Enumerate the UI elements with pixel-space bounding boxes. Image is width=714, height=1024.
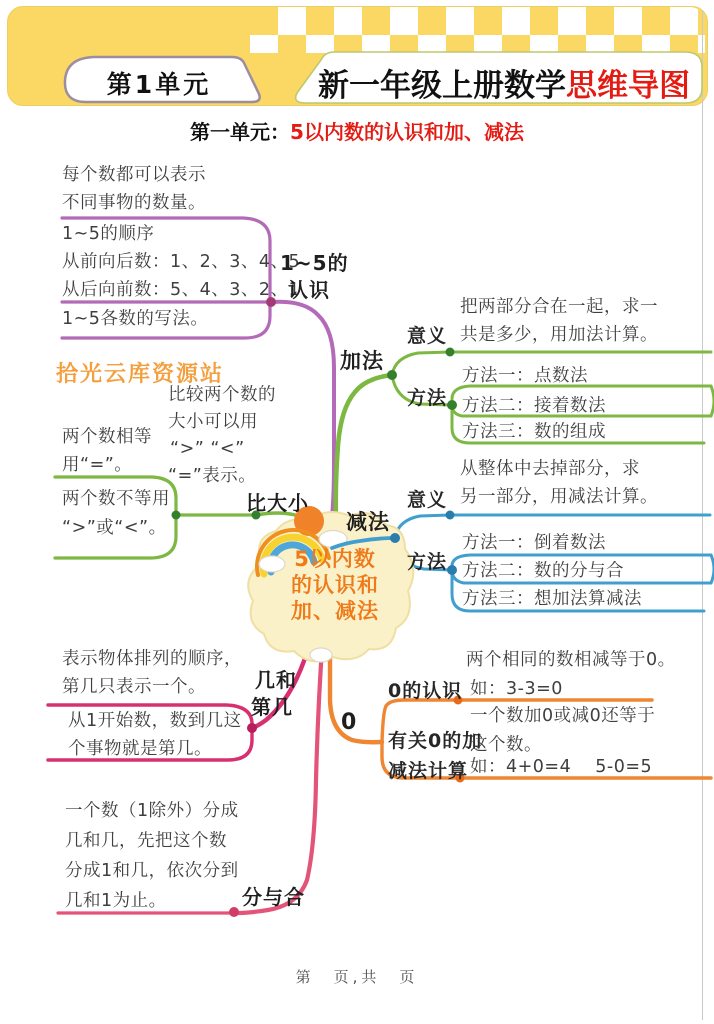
note-zero-calc-1: 一个数加0或减0还等于 xyxy=(470,706,656,726)
note-addition-meaning-1: 把两部分合在一起，求一 xyxy=(460,297,658,317)
note-split-3: 分成1和几，依次分到 xyxy=(65,861,239,881)
junction-dot-split xyxy=(229,907,239,917)
note-subtraction-method-3: 方法三：想加法算减法 xyxy=(462,589,642,609)
note-split-2: 几和几，先把这个数 xyxy=(65,831,227,851)
title-black: 新一年级上册数学 xyxy=(318,68,566,103)
note-compare-unequal-2: “>”或“<”。 xyxy=(62,518,167,538)
page-footer: 第 页,共 页 xyxy=(295,968,419,986)
branch-label-zero: 0 xyxy=(341,710,358,735)
note-recognition-write: 1~5各数的写法。 xyxy=(62,309,209,329)
center-line-3: 加、减法 xyxy=(291,599,379,623)
label-zero-calc-2: 减法计算 xyxy=(388,760,469,782)
junction-dot-subtraction-methods xyxy=(447,565,457,575)
note-recognition-order-3: 从后向前数：5、4、3、2、1 xyxy=(62,280,301,300)
center-line-2: 的认识和 xyxy=(291,573,379,597)
branch-label-subtraction: 减法 xyxy=(346,510,390,534)
note-zero-recognition-2: 如：3-3=0 xyxy=(470,679,563,699)
note-compare-equal-1: 两个数相等 xyxy=(62,427,152,447)
note-zero-calc-3: 如：4+0=4 5-0=5 xyxy=(470,757,653,777)
branch-label-position-1: 几和 xyxy=(255,668,297,692)
note-position-bottom-2: 个事物就是第几。 xyxy=(68,739,212,759)
note-addition-method-2: 方法二：接着数法 xyxy=(462,396,606,416)
note-position-top-1: 表示物体排列的顺序， xyxy=(62,649,242,669)
note-recognition-above-2: 不同事物的数量。 xyxy=(62,193,206,213)
note-addition-method-3: 方法三：数的组成 xyxy=(462,422,606,442)
branch-label-compare: 比大小 xyxy=(246,491,309,515)
branch-label-recognition-2: 认识 xyxy=(288,278,330,302)
junction-dot-addition-meaning xyxy=(446,348,455,357)
note-position-top-2: 第几只表示一个。 xyxy=(62,677,206,697)
note-recognition-order-2: 从前向后数：1、2、3、4、5 xyxy=(62,252,301,272)
branch-label-split: 分与合 xyxy=(242,885,305,909)
label-addition-meaning: 意义 xyxy=(407,325,448,347)
note-subtraction-meaning-1: 从整体中去掉部分，求 xyxy=(460,459,640,479)
note-addition-meaning-2: 共是多少，用加法计算。 xyxy=(460,325,658,345)
note-position-bottom-1: 从1开始数，数到几这 xyxy=(68,711,242,731)
label-subtraction-meaning: 意义 xyxy=(407,489,448,511)
center-node xyxy=(268,546,402,624)
label-zero-calc-1: 有关0的加 xyxy=(388,730,483,752)
watermark: 拾光云库资源站 xyxy=(56,362,225,387)
subtitle-red: 5以内数的认识和加、减法 xyxy=(290,120,524,144)
junction-dot-addition-methods xyxy=(447,400,457,410)
label-subtraction-methods: 方法 xyxy=(407,551,448,573)
junction-dot-addition xyxy=(387,370,397,380)
unit-badge: 第1单元 xyxy=(106,70,212,99)
note-recognition-order-1: 1~5的顺序 xyxy=(62,224,155,244)
branch-label-recognition-1: 1~5的 xyxy=(280,251,349,275)
note-split-1: 一个数（1除外）分成 xyxy=(65,801,239,821)
note-compare-intro-1: 比较两个数的 xyxy=(168,385,276,405)
title-red: 思维导图 xyxy=(566,68,690,103)
center-line-1: 5以内数 xyxy=(294,547,376,571)
note-split-4: 几和1为止。 xyxy=(65,891,167,911)
note-zero-recognition-1: 两个相同的数相减等于0。 xyxy=(466,650,676,670)
note-compare-intro-4: “=”表示。 xyxy=(168,466,257,486)
subtitle xyxy=(0,116,714,145)
junction-dot-position xyxy=(247,723,257,733)
note-zero-calc-2: 这个数。 xyxy=(470,735,542,755)
junction-dot-subtraction xyxy=(390,533,400,543)
note-compare-equal-2: 用“=”。 xyxy=(62,455,133,475)
note-subtraction-method-1: 方法一：倒着数法 xyxy=(462,533,606,553)
note-compare-intro-3: “>” “<” xyxy=(170,439,245,459)
label-addition-methods: 方法 xyxy=(407,387,448,409)
note-compare-intro-2: 大小可以用 xyxy=(168,412,258,432)
page-title xyxy=(306,60,702,105)
junction-dot-compare-1 xyxy=(172,511,181,520)
note-subtraction-method-2: 方法二：数的分与合 xyxy=(462,561,624,581)
branch-label-position-2: 第几 xyxy=(251,695,293,719)
subtitle-black: 第一单元： xyxy=(190,120,291,144)
note-compare-unequal-1: 两个数不等用 xyxy=(62,489,170,509)
label-zero-recognition: 0的认识 xyxy=(388,680,463,702)
note-recognition-above-1: 每个数都可以表示 xyxy=(62,165,206,185)
note-subtraction-meaning-2: 另一部分，用减法计算。 xyxy=(460,487,658,507)
branch-label-addition: 加法 xyxy=(340,349,384,373)
note-addition-method-1: 方法一：点数法 xyxy=(462,366,588,386)
